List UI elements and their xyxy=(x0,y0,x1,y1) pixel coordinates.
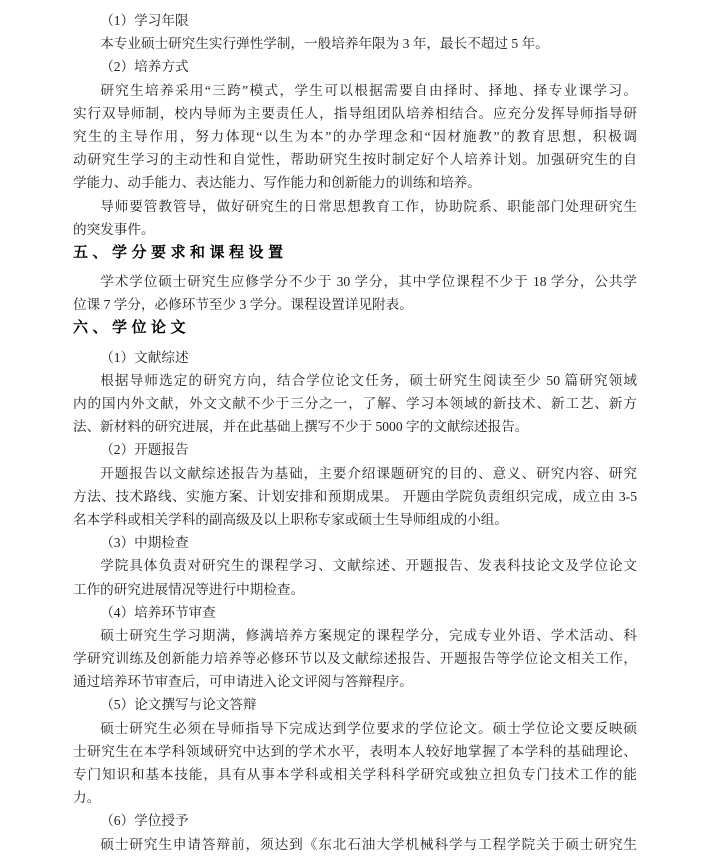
text-line: 学术学位硕士研究生应修学分不少于 30 学分，其中学位课程不少于 18 学分，公共学 xyxy=(100,274,637,290)
subsection-label: （1）文献综述 xyxy=(100,349,189,365)
text-line: 导师要管教管导，做好研究生的日常思想教育工作，协助院系、职能部门处理研究生 xyxy=(100,198,637,214)
text-line: 动研究生学习的主动性和自觉性，帮助研究生按时制定好个人培养计划。加强研究生的自 xyxy=(73,152,637,168)
document-page xyxy=(73,9,637,856)
text-line: 工作的研究进展情况等进行中期检查。 xyxy=(73,581,305,597)
subsection-label: （2）开题报告 xyxy=(100,442,189,458)
section-heading: 五、学分要求和课程设置 xyxy=(73,243,288,261)
section-heading: 六、学位论文 xyxy=(73,319,191,337)
text-line: 法、新材料的研究进展，并在此基础上撰写不少于 5000 字的文献综述报告。 xyxy=(73,419,529,435)
text-line: 本专业硕士研究生实行弹性学制，一般培养年限为 3 年，最长不超过 5 年。 xyxy=(100,36,549,52)
text-line: 力。 xyxy=(73,790,101,806)
text-line: 学能力、动手能力、表达能力、写作能力和创新能力的训练和培养。 xyxy=(73,175,481,191)
text-line: 究生的主导作用，努力体现“以生为本”的办学理念和“因材施教”的教育思想，积极调 xyxy=(73,128,637,144)
subsection-label: （6）学位授予 xyxy=(100,813,189,829)
text-line: 学院具体负责对研究生的课程学习、文献综述、开题报告、发表科技论文及学位论文 xyxy=(100,558,637,574)
text-line: 根据导师选定的研究方向，结合学位论文任务，硕士研究生阅读至少 50 篇研究领域 xyxy=(100,372,637,388)
text-line: 开题报告以文献综述报告为基础，主要介绍课题研究的目的、意义、研究内容、研究 xyxy=(100,465,637,481)
text-line: 通过培养环节审查后，可申请进入论文评阅与答辩程序。 xyxy=(73,674,413,690)
text-line: 内的国内外文献，外文文献不少于三分之一，了解、学习本领域的新技术、新工艺、新方 xyxy=(73,396,637,411)
subsection-label: （3）中期检查 xyxy=(100,535,189,551)
text-line: 研究生培养采用“三跨”模式，学生可以根据需要自由择时、择地、择专业课学习。 xyxy=(100,82,637,98)
text-line: 专门知识和基本技能，具有从事本学科或相关学科科学研究或独立担负专门技术工作的能 xyxy=(73,767,637,782)
text-line: 硕士研究生学习期满，修满培养方案规定的课程学分，完成专业外语、学术活动、科 xyxy=(100,627,637,643)
text-line: 的突发事件。 xyxy=(73,221,155,237)
text-line: 名本学科或相关学科的副高级及以上职称专家或硕士生导师组成的小组。 xyxy=(73,511,508,527)
subsection-label: （4）培养环节审查 xyxy=(100,604,216,620)
text-line: 士研究生在本学科领域研究中达到的学术水平，表明本人较好地掌握了本学科的基础理论、 xyxy=(73,743,637,759)
text-line: 学研究训练及创新能力培养等必修环节以及文献综述报告、开题报告等学位论文相关工作， xyxy=(73,651,637,667)
text-line: 方法、技术路线、实施方案、计划安排和预期成果。 开题由学院负责组织完成，成立由 3-5 xyxy=(73,488,637,504)
subsection-label: （2）培养方式 xyxy=(100,59,189,75)
text-line: 硕士研究生必须在导师指导下完成达到学位要求的学位论文。硕士学位论文要反映硕 xyxy=(100,720,637,736)
text-line: 硕士研究生申请答辩前，须达到《东北石油大学机械科学与工程学院关于硕士研究生 xyxy=(100,836,637,852)
subsection-label: （5）论文撰写与论文答辩 xyxy=(100,697,257,713)
text-line: 实行双导师制，校内导师为主要责任人，指导组团队培养相结合。应充分发挥导师指导研 xyxy=(73,105,637,121)
subsection-label: （1）学习年限 xyxy=(100,13,189,28)
text-line: 位课 7 学分，必修环节至少 3 学分。课程设置详见附表。 xyxy=(73,297,413,313)
